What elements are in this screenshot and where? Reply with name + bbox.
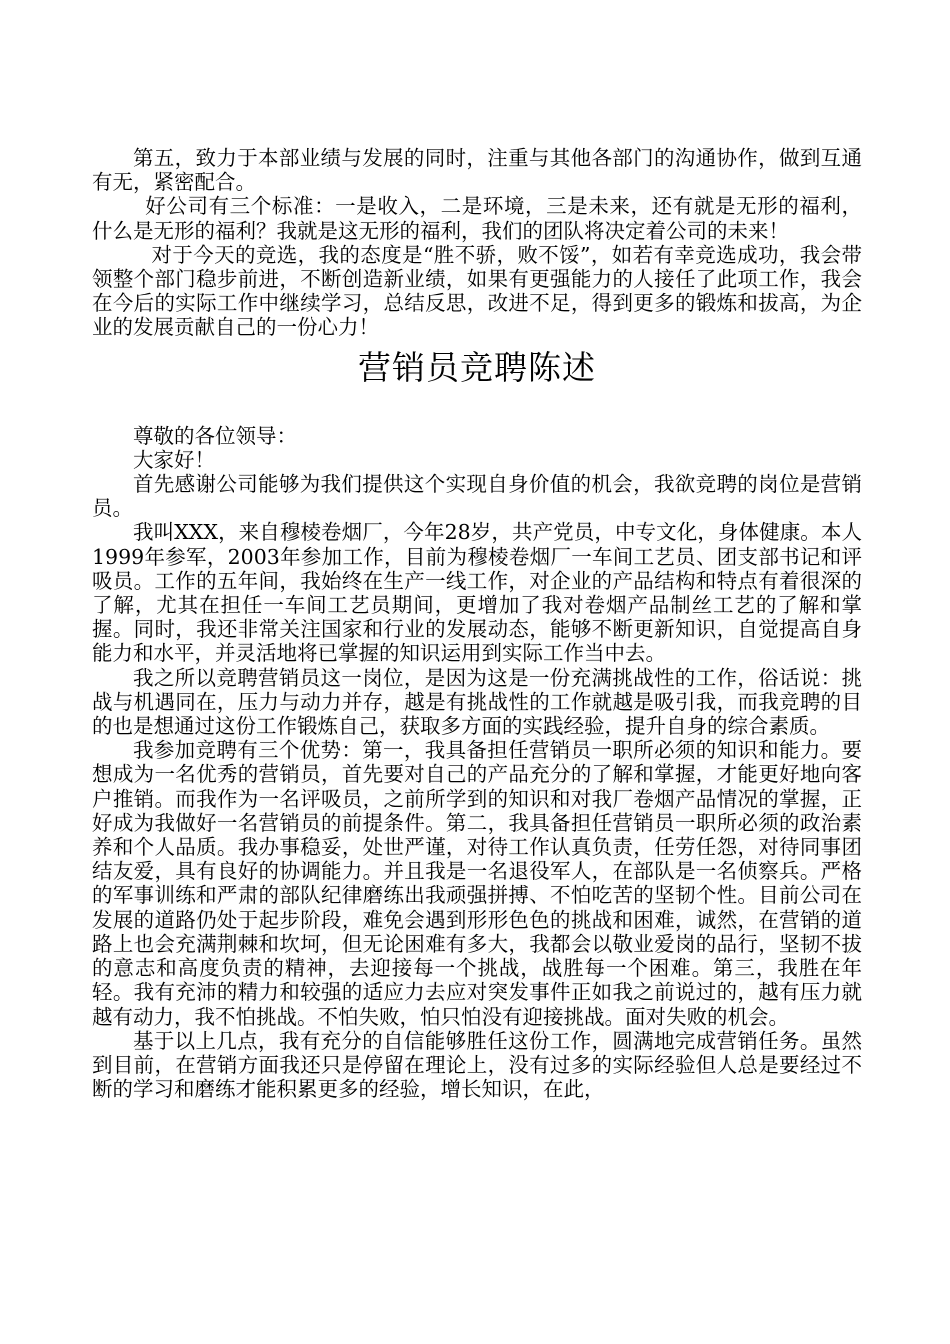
paragraph-company-standards: 好公司有三个标准：一是收入，二是环境，三是未来，还有就是无形的福利，什么是无形的福利？我就是这无形的福利，我们的团队将决定着公司的未来！ xyxy=(92,194,862,243)
paragraph-salutation: 尊敬的各位领导： xyxy=(133,423,297,448)
paragraph-motivation: 我之所以竞聘营销员这一岗位，是因为这是一份充满挑战性的工作，俗话说：挑战与机遇同在，压力与动力并存，越是有挑战性的工作就越是吸引我，而我竞聘的目的也是想通过这份工作锻炼自己，获取多方面的实践经验，提升自身的综合素质。 xyxy=(92,665,862,739)
paragraph-election-attitude: 对于今天的竞选，我的态度是“胜不骄，败不馁”，如若有幸竞选成功，我会带领整个部门稳步前进，不断创造新业绩，如果有更强能力的人接任了此项工作，我会在今后的实际工作中继续学习，总结反思，改进不足，得到更多的锻炼和拔高，为企业的发展贡献自己的一份心力！ xyxy=(92,242,862,340)
paragraph-advantages: 我参加竞聘有三个优势：第一，我具备担任营销员一职所必须的知识和能力。要想成为一名优秀的营销员，首先要对自己的产品充分的了解和掌握，才能更好地向客户推销。而我作为一名评吸员，之前所学到的知识和对我厂卷烟产品情况的掌握，正好成为我做好一名营销员的前提条件。第二，我具备担任营销员一职所必须的政治素养和个人品质。我办事稳妥，处世严谨，对待工作认真负责，任劳任怨，对待同事团结友爱，具有良好的协调能力。并且我是一名退役军人，在部队是一名侦察兵。严格的军事训练和严肃的部队纪律磨练出我顽强拼搏、不怕吃苦的坚韧个性。目前公司在发展的道路仍处于起步阶段，难免会遇到形形色色的挑战和困难，诚然，在营销的道路上也会充满荆棘和坎坷，但无论困难有多大，我都会以敬业爱岗的品行，坚韧不拔的意志和高度负责的精神，去迎接每一个挑战，战胜每一个困难。第三，我胜在年轻。我有充沛的精力和较强的适应力去应对突发事件正如我之前说过的，越有压力就越有动力，我不怕挑战。不怕失败，怕只怕没有迎接挑战。面对失败的机会。 xyxy=(92,738,862,1029)
paragraph-introduction: 首先感谢公司能够为我们提供这个实现自身价值的机会，我欲竞聘的岗位是营销员。 xyxy=(92,472,862,521)
document-page xyxy=(92,146,862,1101)
paragraph-conclusion: 基于以上几点，我有充分的自信能够胜任这份工作，圆满地完成营销任务。虽然到目前，在营销方面我还只是停留在理论上，没有过多的实际经验但人总是要经过不断的学习和磨练才能积累更多的经验，增长知识，在此， xyxy=(92,1028,862,1102)
paragraph-fifth-point: 第五，致力于本部业绩与发展的同时，注重与其他各部门的沟通协作，做到互通有无，紧密配合。 xyxy=(92,146,862,195)
document-title: 营销员竞聘陈述 xyxy=(358,347,596,387)
paragraph-greeting: 大家好！ xyxy=(133,447,215,472)
paragraph-personal-background: 我叫XXX，来自穆棱卷烟厂，今年28岁，共产党员，中专文化，身体健康。本人1999年参军，2003年参加工作，目前为穆棱卷烟厂一车间工艺员、团支部书记和评吸员。工作的五年间，我始终在生产一线工作，对企业的产品结构和特点有着很深的了解，尤其在担任一车间工艺员期间，更增加了我对卷烟产品制丝工艺的了解和掌握。同时，我还非常关注国家和行业的发展动态，能够不断更新知识，自觉提高自身能力和水平，并灵活地将已掌握的知识运用到实际工作当中去。 xyxy=(92,520,862,666)
